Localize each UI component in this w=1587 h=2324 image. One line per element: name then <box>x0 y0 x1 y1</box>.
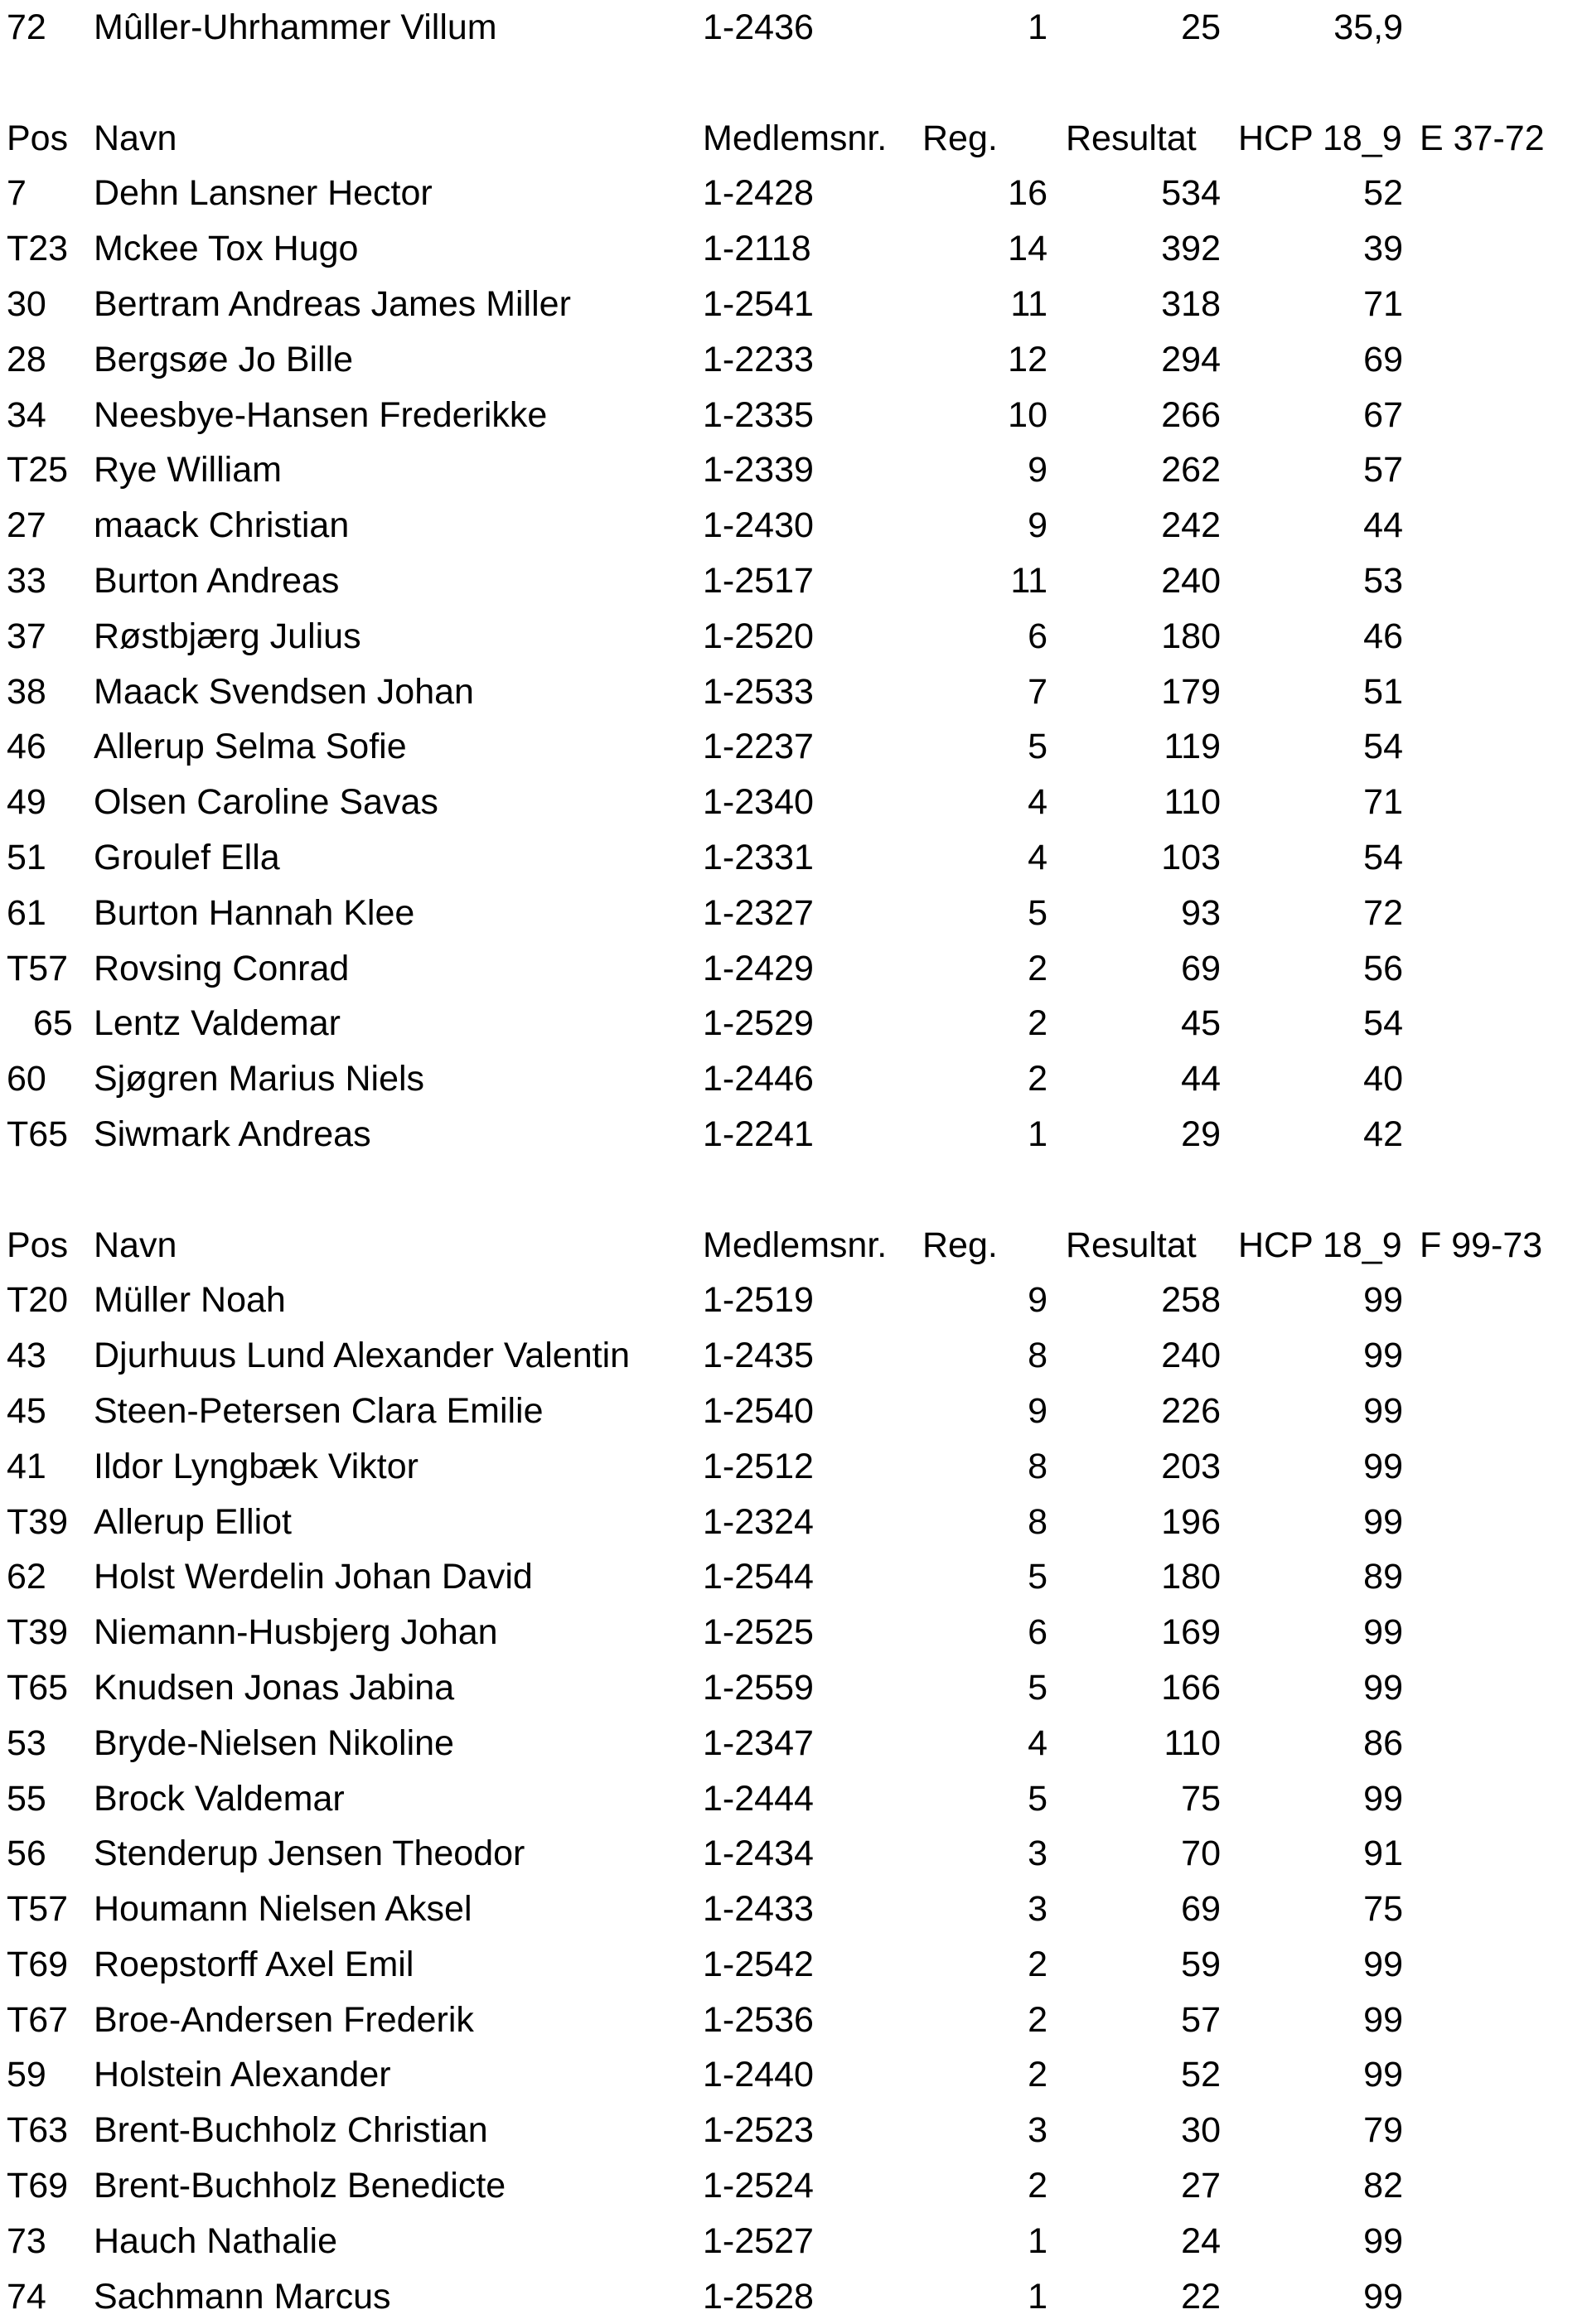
result-cell: 110 <box>1164 782 1221 823</box>
reg-cell: 2 <box>1028 1944 1048 1984</box>
pos-cell: T69 <box>7 1944 69 1984</box>
table-row <box>0 609 1587 664</box>
table-row <box>0 221 1587 277</box>
reg-cell: 6 <box>1028 1612 1048 1653</box>
reg-cell: 8 <box>1028 1501 1048 1542</box>
hcp-cell: 71 <box>1363 283 1403 324</box>
pos-cell: 43 <box>7 1336 46 1376</box>
table-row <box>0 553 1587 609</box>
reg-cell: 3 <box>1028 2110 1048 2151</box>
reg-cell: 9 <box>1028 505 1048 546</box>
hcp-cell: 91 <box>1363 1834 1403 1874</box>
pos-cell: 28 <box>7 339 46 379</box>
reg-cell: 10 <box>1008 394 1048 435</box>
pos-cell: 72 <box>7 7 46 47</box>
pos-cell: 59 <box>7 2055 46 2095</box>
table-row <box>0 2269 1587 2324</box>
hcp-cell: 56 <box>1363 948 1403 988</box>
table-row <box>0 1826 1587 1882</box>
table-row <box>0 941 1587 997</box>
table-row <box>0 1384 1587 1439</box>
result-cell: 103 <box>1161 837 1221 877</box>
name-cell: Broe-Andersen Frederik <box>94 1999 474 2040</box>
pos-cell: T39 <box>7 1501 69 1542</box>
result-cell: 242 <box>1161 505 1221 546</box>
pos-cell: T57 <box>7 1889 69 1930</box>
name-cell: Siwmark Andreas <box>94 1114 371 1154</box>
reg-cell: 2 <box>1028 948 1048 988</box>
table-row <box>0 1439 1587 1495</box>
pos-cell: 51 <box>7 837 46 877</box>
name-cell: Olsen Caroline Savas <box>94 782 438 823</box>
name-cell: Holstein Alexander <box>94 2055 391 2095</box>
hcp-cell: 75 <box>1363 1889 1403 1930</box>
reg-cell: 3 <box>1028 1834 1048 1874</box>
reg-cell: 2 <box>1028 1003 1048 1044</box>
reg-cell: 6 <box>1028 616 1048 656</box>
name-cell: Allerup Selma Sofie <box>94 727 407 767</box>
result-cell: 27 <box>1181 2166 1221 2206</box>
reg-cell: 12 <box>1008 339 1048 379</box>
member-number-cell: 1-2324 <box>703 1501 814 1542</box>
member-number-cell: 1-2517 <box>703 560 814 601</box>
name-cell: Mûller-Uhrhammer Villum <box>94 7 497 47</box>
hcp-cell: 39 <box>1363 229 1403 269</box>
member-number-cell: 1-2434 <box>703 1834 814 1874</box>
table-row <box>0 1771 1587 1827</box>
reg-cell: 1 <box>1028 2276 1048 2317</box>
hcp-cell: 52 <box>1363 173 1403 214</box>
name-cell: Steen-Petersen Clara Emilie <box>94 1390 544 1431</box>
name-cell: Niemann-Husbjerg Johan <box>94 1612 498 1653</box>
member-number-cell: 1-2446 <box>703 1059 814 1099</box>
hcp-cell: 99 <box>1363 2276 1403 2317</box>
name-cell: Knudsen Jonas Jabina <box>94 1667 455 1708</box>
hcp-cell: 99 <box>1363 1390 1403 1431</box>
member-number-cell: 1-2524 <box>703 2166 814 2206</box>
result-cell: 69 <box>1181 1889 1221 1930</box>
member-number-cell: 1-2533 <box>703 671 814 712</box>
member-number-cell: 1-2559 <box>703 1667 814 1708</box>
pos-cell: 7 <box>7 173 27 214</box>
result-cell: 52 <box>1181 2055 1221 2095</box>
name-cell: Hauch Nathalie <box>94 2220 338 2261</box>
name-cell: Sjøgren Marius Niels <box>94 1059 425 1099</box>
member-number-cell: 1-2544 <box>703 1557 814 1597</box>
pos-cell: 60 <box>7 1059 46 1099</box>
hcp-cell: 82 <box>1363 2166 1403 2206</box>
result-cell: 258 <box>1161 1280 1221 1321</box>
reg-cell: 5 <box>1028 1667 1048 1708</box>
member-number-cell: 1-2237 <box>703 727 814 767</box>
table-row <box>0 498 1587 553</box>
hcp-cell: 53 <box>1363 560 1403 601</box>
name-cell: Røstbjærg Julius <box>94 616 361 656</box>
reg-cell: 4 <box>1028 782 1048 823</box>
member-number-cell: 1-2525 <box>703 1612 814 1653</box>
pos-cell: 61 <box>7 892 46 933</box>
name-cell: Rovsing Conrad <box>94 948 350 988</box>
result-cell: 196 <box>1161 1501 1221 1542</box>
result-cell: 166 <box>1161 1667 1221 1708</box>
name-cell: Lentz Valdemar <box>94 1003 341 1044</box>
name-cell: Djurhuus Lund Alexander Valentin <box>94 1336 631 1376</box>
reg-cell: 9 <box>1028 1280 1048 1321</box>
result-cell: 57 <box>1181 1999 1221 2040</box>
pos-cell: T65 <box>7 1667 69 1708</box>
result-cell: 119 <box>1164 727 1221 767</box>
table-row <box>0 1273 1587 1328</box>
hcp-cell: 44 <box>1363 505 1403 546</box>
result-cell: 180 <box>1161 1557 1221 1597</box>
hcp-cell: 54 <box>1363 837 1403 877</box>
reg-cell: 2 <box>1028 1059 1048 1099</box>
reg-cell: 9 <box>1028 1390 1048 1431</box>
header-member-number: Medlemsnr. <box>703 1225 888 1265</box>
result-cell: 240 <box>1161 560 1221 601</box>
name-cell: Groulef Ella <box>94 837 280 877</box>
name-cell: Neesbye-Hansen Frederikke <box>94 394 548 435</box>
section-spacer <box>0 1162 1587 1218</box>
member-number-cell: 1-2233 <box>703 339 814 379</box>
result-cell: 262 <box>1161 450 1221 490</box>
result-cell: 179 <box>1161 671 1221 712</box>
result-cell: 75 <box>1181 1778 1221 1819</box>
pos-cell: 74 <box>7 2276 46 2317</box>
name-cell: Ildor Lyngbæk Viktor <box>94 1446 419 1486</box>
hcp-cell: 79 <box>1363 2110 1403 2151</box>
reg-cell: 5 <box>1028 1778 1048 1819</box>
name-cell: Bryde-Nielsen Nikoline <box>94 1722 454 1763</box>
table-row <box>0 996 1587 1051</box>
pos-cell: 53 <box>7 1722 46 1763</box>
table-row <box>0 1993 1587 2048</box>
result-cell: 22 <box>1181 2276 1221 2317</box>
header-pos: Pos <box>7 118 69 158</box>
member-number-cell: 1-2433 <box>703 1889 814 1930</box>
member-number-cell: 1-2331 <box>703 837 814 877</box>
table-header-row <box>0 1218 1587 1273</box>
reg-cell: 1 <box>1028 7 1048 47</box>
result-cell: 29 <box>1181 1114 1221 1154</box>
member-number-cell: 1-2536 <box>703 1999 814 2040</box>
result-cell: 180 <box>1161 616 1221 656</box>
hcp-cell: 57 <box>1363 450 1403 490</box>
result-cell: 203 <box>1161 1446 1221 1486</box>
table-row <box>0 886 1587 941</box>
result-cell: 318 <box>1161 283 1221 324</box>
member-number-cell: 1-2436 <box>703 7 814 47</box>
result-cell: 266 <box>1161 394 1221 435</box>
member-number-cell: 1-2541 <box>703 283 814 324</box>
reg-cell: 5 <box>1028 892 1048 933</box>
pos-cell: T25 <box>7 450 69 490</box>
result-cell: 294 <box>1161 339 1221 379</box>
member-number-cell: 1-2540 <box>703 1390 814 1431</box>
header-hcp: HCP 18_9 <box>1238 118 1402 158</box>
name-cell: Bergsøe Jo Bille <box>94 339 354 379</box>
table-header-row <box>0 111 1587 167</box>
hcp-cell: 46 <box>1363 616 1403 656</box>
name-cell: Maack Svendsen Johan <box>94 671 474 712</box>
reg-cell: 1 <box>1028 2220 1048 2261</box>
table-row <box>0 1549 1587 1605</box>
header-name: Navn <box>94 1225 177 1265</box>
result-cell: 392 <box>1161 229 1221 269</box>
hcp-cell: 71 <box>1363 782 1403 823</box>
pos-cell: 38 <box>7 671 46 712</box>
result-cell: 110 <box>1164 1722 1221 1763</box>
table-row <box>0 664 1587 720</box>
pos-cell: 27 <box>7 505 46 546</box>
reg-cell: 1 <box>1028 1114 1048 1154</box>
result-cell: 240 <box>1161 1336 1221 1376</box>
reg-cell: 9 <box>1028 450 1048 490</box>
table-row <box>0 0 1587 56</box>
name-cell: Mckee Tox Hugo <box>94 229 359 269</box>
table-row <box>0 2047 1587 2103</box>
pos-cell: T23 <box>7 229 69 269</box>
pos-cell: 33 <box>7 560 46 601</box>
member-number-cell: 1-2529 <box>703 1003 814 1044</box>
pos-cell: 73 <box>7 2220 46 2261</box>
reg-cell: 5 <box>1028 1557 1048 1597</box>
result-cell: 534 <box>1161 173 1221 214</box>
hcp-cell: 69 <box>1363 339 1403 379</box>
groups-container <box>0 111 1587 2324</box>
pos-cell: 34 <box>7 394 46 435</box>
pos-cell: 56 <box>7 1834 46 1874</box>
member-number-cell: 1-2241 <box>703 1114 814 1154</box>
name-cell: Brent-Buchholz Benedicte <box>94 2166 506 2206</box>
reg-cell: 2 <box>1028 2166 1048 2206</box>
member-number-cell: 1-2347 <box>703 1722 814 1763</box>
member-number-cell: 1-2435 <box>703 1336 814 1376</box>
result-cell: 45 <box>1181 1003 1221 1044</box>
pos-cell: T39 <box>7 1612 69 1653</box>
table-row <box>0 1937 1587 1993</box>
header-result: Resultat <box>1066 1225 1197 1265</box>
name-cell: Dehn Lansner Hector <box>94 173 433 214</box>
pos-cell: 55 <box>7 1778 46 1819</box>
hcp-cell: 99 <box>1363 1446 1403 1486</box>
name-cell: Burton Andreas <box>94 560 340 601</box>
header-reg: Reg. <box>922 1225 998 1265</box>
member-number-cell: 1-2527 <box>703 2220 814 2261</box>
name-cell: maack Christian <box>94 505 350 546</box>
table-row <box>0 1660 1587 1716</box>
hcp-cell: 99 <box>1363 1667 1403 1708</box>
group-label: F 99-73 <box>1420 1225 1543 1265</box>
table-row <box>0 1495 1587 1550</box>
reg-cell: 11 <box>1010 283 1048 324</box>
section-spacer <box>0 56 1587 111</box>
hcp-cell: 35,9 <box>1333 7 1403 47</box>
table-row <box>0 2158 1587 2214</box>
name-cell: Bertram Andreas James Miller <box>94 283 571 324</box>
result-cell: 93 <box>1181 892 1221 933</box>
hcp-cell: 72 <box>1363 892 1403 933</box>
hcp-cell: 51 <box>1363 671 1403 712</box>
hcp-cell: 54 <box>1363 1003 1403 1044</box>
result-cell: 69 <box>1181 948 1221 988</box>
result-cell: 226 <box>1161 1390 1221 1431</box>
table-row <box>0 2103 1587 2158</box>
reg-cell: 5 <box>1028 727 1048 767</box>
name-cell: Brock Valdemar <box>94 1778 345 1819</box>
header-pos: Pos <box>7 1225 69 1265</box>
reg-cell: 4 <box>1028 1722 1048 1763</box>
member-number-cell: 1-2340 <box>703 782 814 823</box>
reg-cell: 8 <box>1028 1336 1048 1376</box>
member-number-cell: 1-2118 <box>703 229 811 269</box>
table-row <box>0 332 1587 388</box>
pos-cell: 37 <box>7 616 46 656</box>
name-cell: Burton Hannah Klee <box>94 892 415 933</box>
member-number-cell: 1-2523 <box>703 2110 814 2151</box>
member-number-cell: 1-2444 <box>703 1778 814 1819</box>
table-row <box>0 1328 1587 1384</box>
header-hcp: HCP 18_9 <box>1238 1225 1402 1265</box>
table-row <box>0 1605 1587 1660</box>
pos-cell: 49 <box>7 782 46 823</box>
table-row <box>0 1051 1587 1107</box>
hcp-cell: 89 <box>1363 1557 1403 1597</box>
reg-cell: 8 <box>1028 1446 1048 1486</box>
member-number-cell: 1-2512 <box>703 1446 814 1486</box>
hcp-cell: 86 <box>1363 1722 1403 1763</box>
hcp-cell: 99 <box>1363 1999 1403 2040</box>
hcp-cell: 40 <box>1363 1059 1403 1099</box>
name-cell: Houmann Nielsen Aksel <box>94 1889 472 1930</box>
name-cell: Müller Noah <box>94 1280 286 1321</box>
result-cell: 70 <box>1181 1834 1221 1874</box>
member-number-cell: 1-2430 <box>703 505 814 546</box>
pos-cell: 45 <box>7 1390 46 1431</box>
reg-cell: 14 <box>1008 229 1048 269</box>
name-cell: Rye William <box>94 450 282 490</box>
header-result: Resultat <box>1066 118 1197 158</box>
member-number-cell: 1-2428 <box>703 173 814 214</box>
reg-cell: 16 <box>1008 173 1048 214</box>
hcp-cell: 99 <box>1363 1944 1403 1984</box>
reg-cell: 7 <box>1028 671 1048 712</box>
header-reg: Reg. <box>922 118 998 158</box>
pos-cell: 46 <box>7 727 46 767</box>
hcp-cell: 99 <box>1363 1501 1403 1542</box>
member-number-cell: 1-2528 <box>703 2276 814 2317</box>
hcp-cell: 99 <box>1363 1336 1403 1376</box>
pos-cell: T57 <box>7 948 69 988</box>
result-cell: 25 <box>1181 7 1221 47</box>
hcp-cell: 67 <box>1363 394 1403 435</box>
pos-cell: 30 <box>7 283 46 324</box>
pos-cell: 65 <box>33 1003 73 1044</box>
member-number-cell: 1-2335 <box>703 394 814 435</box>
hcp-cell: 54 <box>1363 727 1403 767</box>
reg-cell: 2 <box>1028 1999 1048 2040</box>
hcp-cell: 99 <box>1363 1280 1403 1321</box>
table-row <box>0 2214 1587 2269</box>
name-cell: Roepstorff Axel Emil <box>94 1944 414 1984</box>
name-cell: Sachmann Marcus <box>94 2276 391 2317</box>
pos-cell: 62 <box>7 1557 46 1597</box>
table-row <box>0 830 1587 886</box>
reg-cell: 2 <box>1028 2055 1048 2095</box>
pos-cell: T20 <box>7 1280 69 1321</box>
member-number-cell: 1-2339 <box>703 450 814 490</box>
reg-cell: 11 <box>1010 560 1048 601</box>
reg-cell: 3 <box>1028 1889 1048 1930</box>
member-number-cell: 1-2542 <box>703 1944 814 1984</box>
hcp-cell: 42 <box>1363 1114 1403 1154</box>
reg-cell: 4 <box>1028 837 1048 877</box>
group-label: E 37-72 <box>1420 118 1545 158</box>
name-cell: Allerup Elliot <box>94 1501 292 1542</box>
member-number-cell: 1-2519 <box>703 1280 814 1321</box>
table-row <box>0 442 1587 498</box>
header-name: Navn <box>94 118 177 158</box>
result-cell: 24 <box>1181 2220 1221 2261</box>
pos-cell: T69 <box>7 2166 69 2206</box>
member-number-cell: 1-2520 <box>703 616 814 656</box>
member-number-cell: 1-2440 <box>703 2055 814 2095</box>
name-cell: Stenderup Jensen Theodor <box>94 1834 525 1874</box>
table-row <box>0 775 1587 830</box>
hcp-cell: 99 <box>1363 2220 1403 2261</box>
member-number-cell: 1-2429 <box>703 948 814 988</box>
result-cell: 59 <box>1181 1944 1221 1984</box>
table-row <box>0 719 1587 775</box>
table-row <box>0 166 1587 221</box>
table-row <box>0 277 1587 332</box>
pos-cell: T67 <box>7 1999 69 2040</box>
table-row <box>0 388 1587 443</box>
table-row <box>0 1107 1587 1162</box>
member-number-cell: 1-2327 <box>703 892 814 933</box>
pos-cell: T65 <box>7 1114 69 1154</box>
hcp-cell: 99 <box>1363 1612 1403 1653</box>
hcp-cell: 99 <box>1363 1778 1403 1819</box>
name-cell: Holst Werdelin Johan David <box>94 1557 533 1597</box>
result-cell: 169 <box>1161 1612 1221 1653</box>
table-row <box>0 1716 1587 1771</box>
pos-cell: 41 <box>7 1446 46 1486</box>
header-member-number: Medlemsnr. <box>703 118 888 158</box>
name-cell: Brent-Buchholz Christian <box>94 2110 488 2151</box>
pos-cell: T63 <box>7 2110 69 2151</box>
table-row <box>0 1882 1587 1937</box>
hcp-cell: 99 <box>1363 2055 1403 2095</box>
result-cell: 44 <box>1181 1059 1221 1099</box>
result-cell: 30 <box>1181 2110 1221 2151</box>
